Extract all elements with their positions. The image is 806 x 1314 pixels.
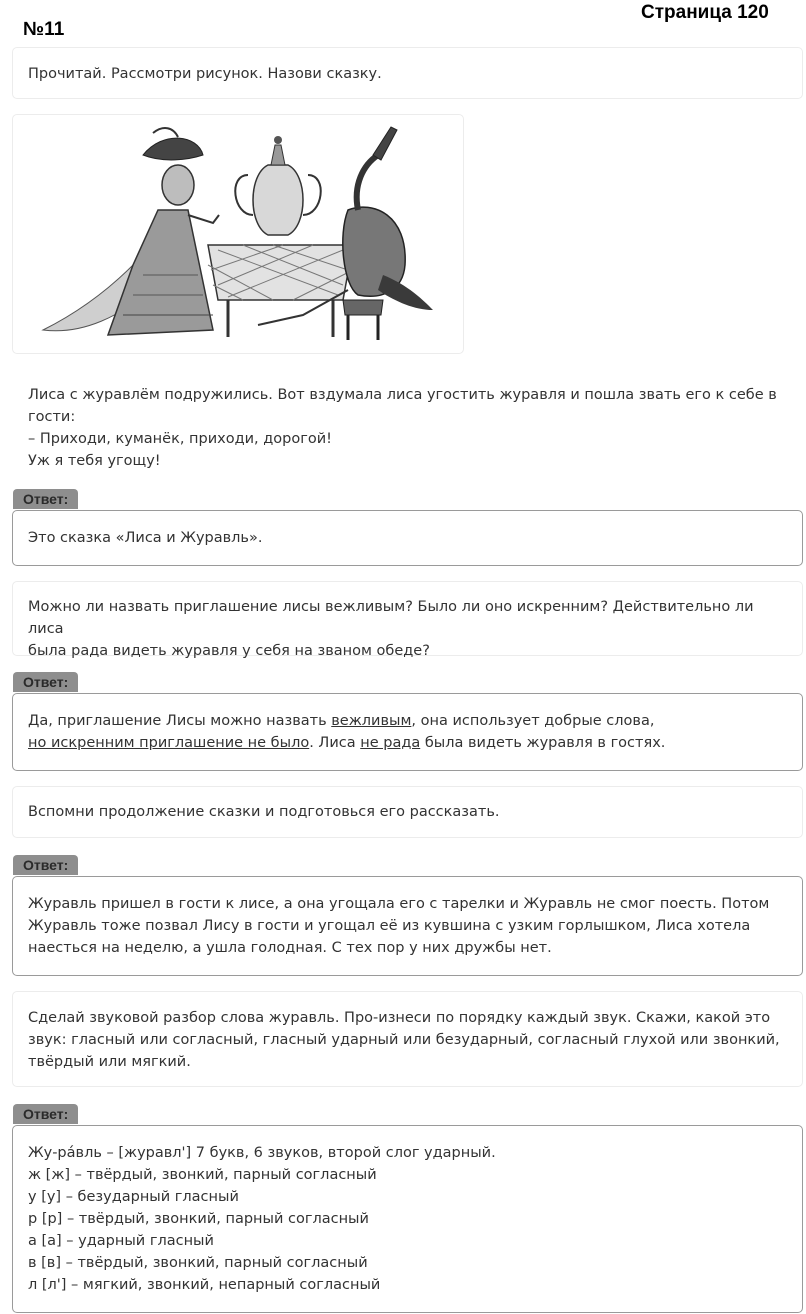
illustration-card [12, 114, 464, 354]
sound-analysis-line: а [а] – ударный гласный [28, 1233, 214, 1249]
question-line: Можно ли назвать приглашение лисы вежливым? Было ли оно искренним? Действительно ли лиса [28, 599, 754, 637]
underlined-text: не рада [360, 735, 421, 751]
answer-line [28, 732, 787, 754]
passage-line: Лиса с журавлём подружились. Вот вздумала лиса угостить журавля и пошла звать его к себе в [28, 387, 777, 403]
sound-analysis-line: у [у] – безударный гласный [28, 1189, 239, 1205]
sound-analysis-line: л [л'] – мягкий, звонкий, непарный согласный [28, 1277, 381, 1293]
sound-analysis-line: Жу-ра́вль – [журавл'] 7 букв, 6 звуков, второй слог ударный. [28, 1145, 496, 1161]
answer-box-2 [12, 693, 803, 771]
passage-line: – Приходи, куманёк, приходи, дорогой! [28, 431, 332, 447]
question-card-4 [12, 991, 803, 1087]
question-line: звук: гласный или согласный, гласный ударный или безударный, согласный глухой или звонкий, [28, 1032, 780, 1048]
answer-box-4 [12, 1125, 803, 1313]
passage [28, 384, 777, 472]
answer-box-1 [12, 510, 803, 566]
sound-analysis-line: в [в] – твёрдый, звонкий, парный согласный [28, 1255, 368, 1271]
page-number: Страница 120 [641, 2, 769, 23]
question-line: Сделай звуковой разбор слова журавль. Про-изнеси по порядку каждый звук. Скажи, какой это [28, 1010, 771, 1026]
passage-line: Уж я тебя угощу! [28, 453, 161, 469]
answer-line [28, 710, 787, 732]
answer-line: Журавль пришел в гости к лисе, а она угощала его с тарелки и Журавль не смог поесть. Потом [28, 896, 770, 912]
question-line: твёрдый или мягкий. [28, 1054, 191, 1070]
answer-text-segment: . Лиса [309, 735, 361, 751]
question-card-1 [12, 47, 803, 99]
answer-label: Ответ: [13, 1104, 78, 1124]
fox-and-crane-illustration [13, 115, 464, 354]
answer-label: Ответ: [13, 672, 78, 692]
task-number: №11 [23, 19, 65, 40]
answer-label: Ответ: [13, 489, 78, 509]
question-text: Прочитай. Рассмотри рисунок. Назови сказку. [28, 66, 382, 82]
question-text: Вспомни продолжение сказки и подготовься его рассказать. [28, 804, 500, 820]
question-card-2 [12, 581, 803, 659]
underlined-text: но искренним приглашение не было [28, 735, 310, 751]
answer-label: Ответ: [13, 855, 78, 875]
answer-text-segment: Да, приглашение Лисы можно назвать [28, 713, 332, 729]
sound-analysis-line: ж [ж] – твёрдый, звонкий, парный согласный [28, 1167, 377, 1183]
question-card-3 [12, 786, 803, 838]
answer-line: Журавль тоже позвал Лису в гости и угощал её из кувшина с узким горлышком, Лиса хотела [28, 918, 751, 934]
answer-box-3 [12, 876, 803, 976]
answer-line: наесться на неделю, а ушла голодная. С тех пор у них дружбы нет. [28, 940, 552, 956]
answer-text-segment: , она использует добрые слова, [411, 713, 655, 729]
answer-text: Это сказка «Лиса и Журавль». [28, 530, 263, 546]
underlined-text: вежливым [331, 713, 412, 729]
question-line: была рада видеть журавля у себя на званом обеде? [28, 643, 430, 659]
sound-analysis-line: р [р] – твёрдый, звонкий, парный согласный [28, 1211, 369, 1227]
answer-text-segment: была видеть журавля в гостях. [420, 735, 666, 751]
passage-line: гости: [28, 409, 76, 425]
